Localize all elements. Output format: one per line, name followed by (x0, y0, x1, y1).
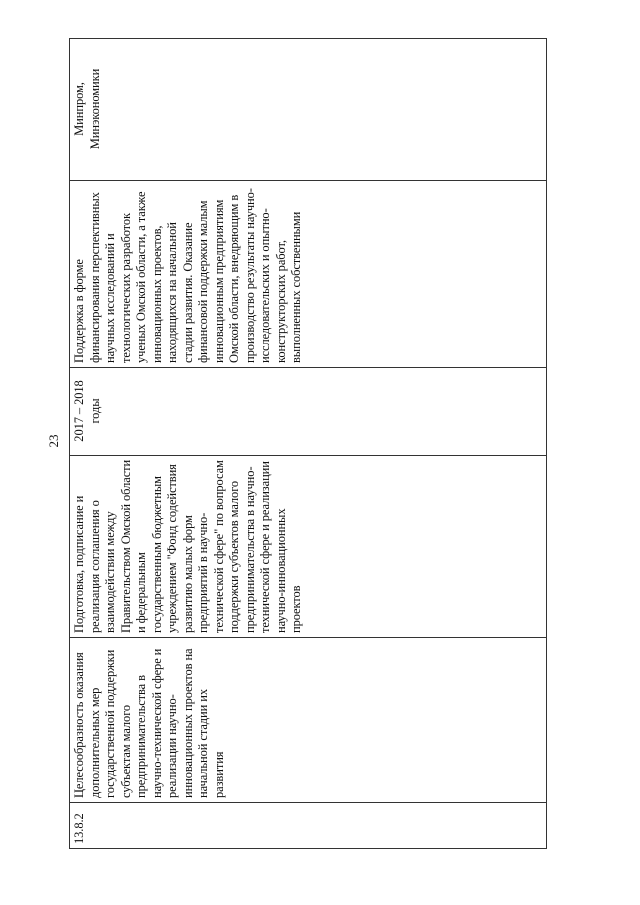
row-number-cell: 13.8.2 (70, 803, 547, 849)
page-number: 23 (46, 434, 61, 448)
executors-cell: Минпром, Минэкономики (70, 39, 547, 181)
measures-table (69, 38, 547, 849)
item-cell: Целесообразность оказания дополнительных мер государственной поддержки субъектам малого предпринимательства в научно-технической сфере и реализации научно-инновационных проектов на начальной стадии их развития (70, 638, 547, 803)
period-cell: 2017 – 2018 годы (70, 368, 547, 456)
rotated-table-container (69, 39, 547, 849)
table-row (70, 39, 547, 849)
activity-cell: Подготовка, подписание и реализация соглашения о взаимодействии между Правительством Омской области и федеральным государственным бюджетным учреждением "Фонд содействия развитию малых форм предприятий в научно-технической сфере" по вопросам поддержки субъектов малого предпринимательства в научно-технической сфере и реализации научно-инновационных проектов (70, 456, 547, 638)
result-cell: Поддержка в форме финансирования перспективных научных исследований и технологических разработок ученых Омской области, а также инновационных проектов, находящихся на начальной стадии развития. Оказание финансовой поддержки малым инновационным предприятиям Омской области, внедряющим в производство результаты научно-исследовательских и опытно-конструкторских работ, выполненных собственными (70, 181, 547, 368)
